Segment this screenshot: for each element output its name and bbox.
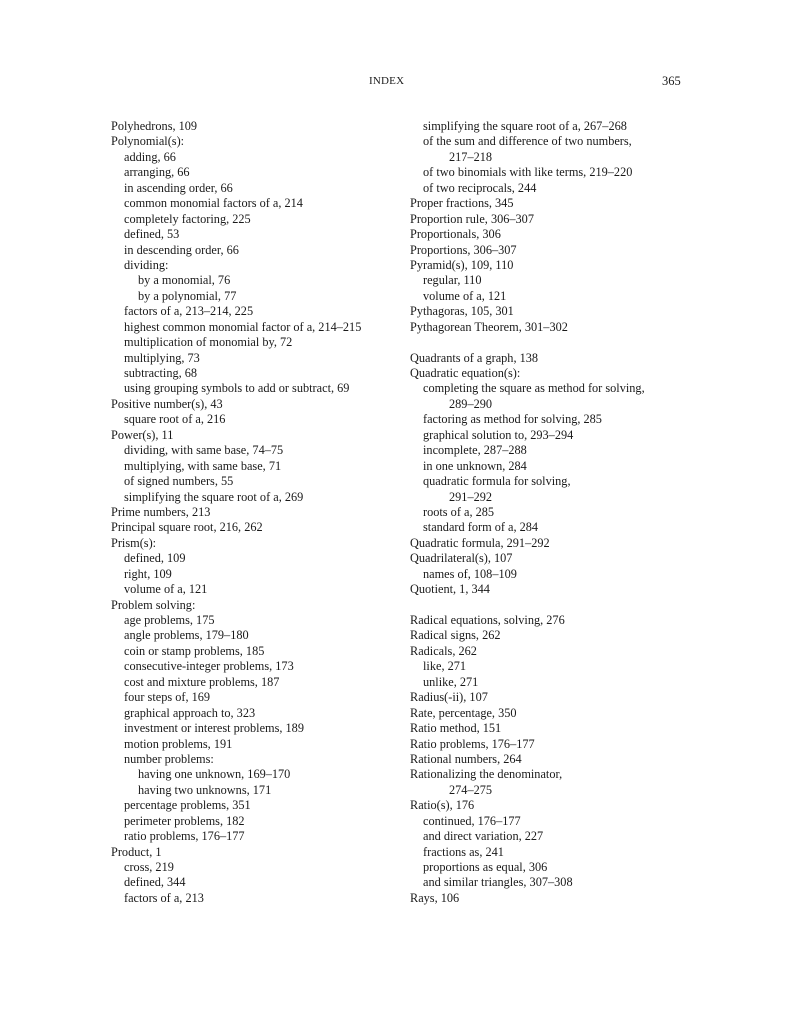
index-subentry: defined, 53 [124, 227, 180, 242]
index-subentry: factors of a, 213–214, 225 [124, 304, 254, 319]
index-subentry: defined, 344 [124, 875, 186, 890]
index-subentry: arranging, 66 [124, 165, 190, 180]
index-subentry: regular, 110 [423, 273, 482, 288]
index-entry: Polynomial(s): [111, 134, 185, 149]
index-entry: Quadratic equation(s): [410, 366, 521, 380]
index-subentry: names of, 108–109 [423, 566, 517, 581]
index-subentry: completing the square as method for solving, [423, 381, 645, 396]
index-subentry: percentage problems, 351 [124, 798, 251, 813]
index-entry: Pyramid(s), 109, 110 [410, 257, 514, 272]
index-subentry: completely factoring, 225 [124, 211, 251, 226]
index-entry: Pythagorean Theorem, 301–302 [410, 319, 568, 334]
index-subentry: four steps of, 169 [124, 690, 211, 705]
index-subentry: volume of a, 121 [423, 288, 507, 303]
index-entry: Product, 1 [111, 844, 162, 859]
index-subentry: 291–292 [449, 489, 493, 504]
index-entry: Proportionals, 306 [410, 227, 501, 242]
page-number: 365 [662, 74, 681, 88]
index-entry: Quotient, 1, 344 [410, 582, 490, 597]
index-subentry: quadratic formula for solving, [423, 474, 571, 489]
index-subentry: by a polynomial, 77 [138, 288, 237, 303]
index-entry: Power(s), 11 [111, 427, 174, 442]
index-subentry: and similar triangles, 307–308 [423, 875, 573, 890]
index-subentry: graphical solution to, 293–294 [423, 427, 574, 442]
index-entry: Ratio method, 151 [410, 721, 502, 736]
index-entry: Proportion rule, 306–307 [410, 211, 534, 226]
index-column-right [410, 119, 695, 906]
index-subentry: perimeter problems, 182 [124, 813, 245, 828]
index-subentry: having two unknowns, 171 [138, 782, 272, 797]
index-subentry: square root of a, 216 [124, 412, 226, 427]
index-subentry: of two binomials with like terms, 219–220 [423, 165, 633, 180]
index-entry: Ratio problems, 176–177 [410, 736, 535, 751]
index-subentry: by a monomial, 76 [138, 273, 231, 288]
index-entry: Radius(-ii), 107 [410, 690, 488, 705]
index-subentry: ratio problems, 176–177 [124, 829, 245, 844]
index-column-left [111, 119, 396, 906]
index-subentry: dividing: [124, 257, 169, 272]
section-spacer [410, 598, 695, 613]
index-subentry: unlike, 271 [423, 674, 479, 689]
index-entry: Polyhedrons, 109 [111, 119, 198, 133]
index-subentry: right, 109 [124, 566, 172, 581]
index-subentry: coin or stamp problems, 185 [124, 643, 265, 658]
index-subentry: like, 271 [423, 659, 467, 674]
index-subentry: simplifying the square root of a, 269 [124, 489, 304, 504]
index-subentry: in one unknown, 284 [423, 458, 527, 473]
index-subentry: investment or interest problems, 189 [124, 721, 304, 736]
index-subentry: graphical approach to, 323 [124, 705, 256, 720]
index-subentry: subtracting, 68 [124, 366, 198, 380]
index-entry: Principal square root, 216, 262 [111, 520, 263, 535]
index-entry: Prism(s): [111, 535, 157, 550]
index-subentry: in ascending order, 66 [124, 180, 233, 195]
index-subentry: number problems: [124, 751, 214, 766]
index-subentry: continued, 176–177 [423, 813, 521, 828]
index-subentry: cost and mixture problems, 187 [124, 674, 280, 689]
index-subentry: of signed numbers, 55 [124, 474, 234, 489]
index-subentry: age problems, 175 [124, 613, 215, 627]
index-entry: Rays, 106 [410, 890, 460, 905]
section-spacer [410, 335, 695, 350]
index-subentry: 217–218 [449, 149, 493, 164]
index-entry: Rational numbers, 264 [410, 751, 522, 766]
index-subentry: proportions as equal, 306 [423, 860, 548, 874]
index-subentry: motion problems, 191 [124, 736, 233, 751]
index-subentry: dividing, with same base, 74–75 [124, 443, 284, 458]
index-subentry: fractions as, 241 [423, 844, 504, 859]
index-entry: Prime numbers, 213 [111, 504, 211, 519]
index-subentry: common monomial factors of a, 214 [124, 196, 303, 211]
index-entry: Radical signs, 262 [410, 628, 501, 643]
index-subentry: highest common monomial factor of a, 214–215 [124, 319, 362, 334]
index-entry: Proportions, 306–307 [410, 242, 517, 257]
index-subentry: cross, 219 [124, 860, 174, 874]
index-subentry: consecutive-integer problems, 173 [124, 659, 294, 674]
index-subentry: adding, 66 [124, 149, 176, 164]
index-subentry: multiplying, 73 [124, 350, 200, 365]
index-subentry: angle problems, 179–180 [124, 628, 249, 643]
index-subentry: of two reciprocals, 244 [423, 180, 537, 195]
index-entry: Positive number(s), 43 [111, 396, 223, 411]
index-entry: Pythagoras, 105, 301 [410, 304, 514, 319]
index-subentry: using grouping symbols to add or subtract, 69 [124, 381, 350, 396]
header-title: INDEX [369, 75, 405, 87]
index-entry: Rate, percentage, 350 [410, 705, 517, 720]
index-subentry: and direct variation, 227 [423, 829, 544, 844]
index-entry: Quadrilateral(s), 107 [410, 551, 513, 566]
index-entry: Rationalizing the denominator, [410, 767, 563, 782]
index-entry: Problem solving: [111, 597, 196, 612]
index-subentry: 274–275 [449, 782, 493, 797]
index-entry: Radicals, 262 [410, 643, 477, 658]
index-subentry: defined, 109 [124, 551, 186, 566]
index-subentry: multiplication of monomial by, 72 [124, 335, 293, 350]
index-subentry: factoring as method for solving, 285 [423, 412, 602, 427]
index-entry: Radical equations, solving, 276 [410, 613, 565, 627]
index-subentry: 289–290 [449, 396, 493, 411]
index-subentry: of the sum and difference of two numbers, [423, 134, 632, 149]
index-subentry: volume of a, 121 [124, 582, 208, 597]
index-entry: Quadrants of a graph, 138 [410, 350, 539, 365]
index-subentry: multiplying, with same base, 71 [124, 458, 282, 473]
index-subentry: simplifying the square root of a, 267–268 [423, 119, 627, 133]
running-head [0, 73, 791, 89]
index-entry: Quadratic formula, 291–292 [410, 535, 550, 550]
index-subentry: standard form of a, 284 [423, 520, 539, 535]
index-subentry: having one unknown, 169–170 [138, 767, 291, 782]
index-subentry: factors of a, 213 [124, 890, 204, 905]
index-subentry: roots of a, 285 [423, 504, 495, 519]
index-subentry: in descending order, 66 [124, 242, 239, 257]
index-subentry: incomplete, 287–288 [423, 443, 527, 458]
index-entry: Ratio(s), 176 [410, 798, 475, 813]
index-entry: Proper fractions, 345 [410, 196, 514, 211]
